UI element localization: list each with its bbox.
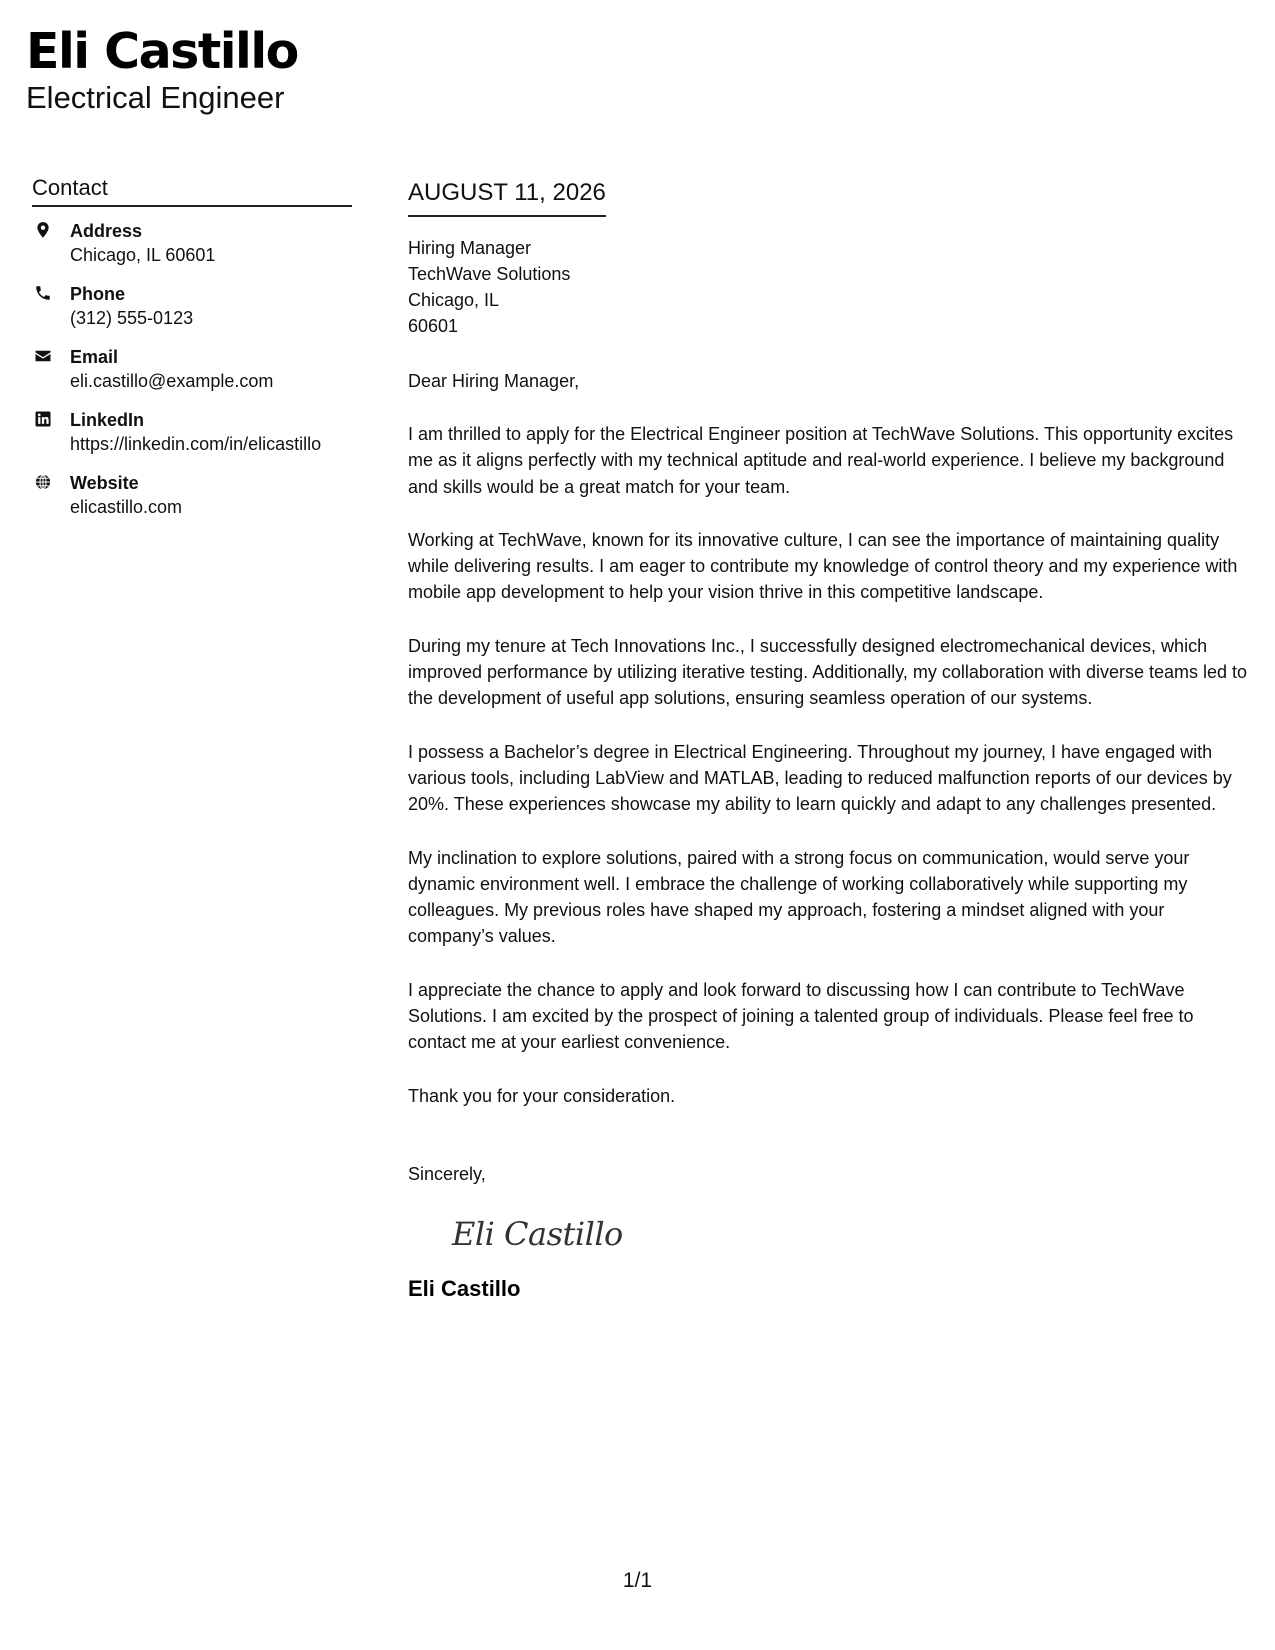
page-number: 1/1: [622, 1569, 653, 1592]
letter-paragraph: My inclination to explore solutions, paired with a strong focus on communication, would serve your dynamic environment well. I embrace the challenge of working collaboratively while supporting my colleagues. My previous roles have shaped my approach, fostering a mindset aligned with your company’s values.: [408, 847, 1190, 947]
letter-paragraph: I appreciate the chance to apply and look forward to discussing how I can contribute to TechWave Solutions. I am excited by the prospect of joining a talented group of individuals. Please feel free to contact me at your earliest convenience.: [408, 979, 1194, 1053]
signature-text: Eli Castillo: [452, 1214, 623, 1253]
contact-item-email[interactable]: [32, 345, 352, 408]
applicant-role: Electrical Engineer: [26, 80, 285, 115]
recipient-block: [408, 235, 1250, 339]
linkedin-icon: [34, 410, 52, 428]
contact-item-linkedin[interactable]: [32, 408, 352, 471]
recipient-line: Hiring Manager: [408, 238, 532, 258]
contact-label: Address: [70, 221, 143, 241]
contact-value: Chicago, IL 60601: [70, 245, 216, 265]
recipient-line: TechWave Solutions: [408, 264, 571, 284]
contact-list: [32, 219, 352, 534]
phone-icon: [34, 284, 52, 302]
cover-letter-body: [408, 178, 1250, 1303]
globe-icon: [34, 473, 52, 491]
signer-name: Eli Castillo: [408, 1275, 521, 1301]
contact-item-phone: [32, 282, 352, 345]
resume-header: [26, 24, 298, 116]
closing: Sincerely,: [408, 1163, 486, 1184]
email-link[interactable]: eli.castillo@example.com: [70, 371, 274, 391]
letter-date: AUGUST 11, 2026: [408, 178, 606, 217]
recipient-line: Chicago, IL: [408, 290, 500, 310]
salutation: Dear Hiring Manager,: [408, 371, 580, 391]
letter-paragraph: Thank you for your consideration.: [408, 1085, 676, 1106]
contact-heading: Contact: [32, 174, 352, 207]
contact-item-website[interactable]: [32, 471, 352, 534]
contact-label: Phone: [70, 284, 126, 304]
letter-paragraph: I possess a Bachelor’s degree in Electrical Engineering. Throughout my journey, I have engaged with various tools, including LabView and MATLAB, leading to reduced malfunction reports of our devices by 20%. These experiences showcase my ability to learn quickly and adapt to any challenges presented.: [408, 741, 1232, 815]
contact-label: Website: [70, 473, 139, 493]
letter-paragraph: Working at TechWave, known for its innovative culture, I can see the importance of maintaining quality while delivering results. I am eager to contribute my knowledge of control theory and my experience with mobile app development to help your vision thrive in this competitive landscape.: [408, 529, 1238, 603]
map-pin-icon: [34, 221, 52, 239]
contact-value: (312) 555-0123: [70, 308, 194, 328]
contact-label: Email: [70, 347, 119, 367]
contact-item-address: [32, 219, 352, 282]
applicant-name: Eli Castillo: [26, 23, 298, 80]
letter-paragraph: During my tenure at Tech Innovations Inc., I successfully designed electromechanical devices, which improved performance by utilizing iterative testing. Additionally, my collaboration with diverse teams led to the development of useful app solutions, ensuring seamless operation of our systems.: [408, 635, 1248, 709]
letter-paragraph: I am thrilled to apply for the Electrical Engineer position at TechWave Solutions. This opportunity excites me as it aligns perfectly with my technical aptitude and real-world experience. I believe my background and skills would be a great match for your team.: [408, 424, 1234, 497]
contact-sidebar: [32, 174, 352, 534]
recipient-line: 60601: [408, 316, 459, 336]
envelope-icon: [34, 347, 52, 365]
contact-label: LinkedIn: [70, 410, 145, 430]
linkedin-link[interactable]: https://linkedin.com/in/elicastillo: [70, 434, 322, 454]
handwritten-signature: [450, 1209, 640, 1257]
website-link[interactable]: elicastillo.com: [70, 497, 183, 517]
